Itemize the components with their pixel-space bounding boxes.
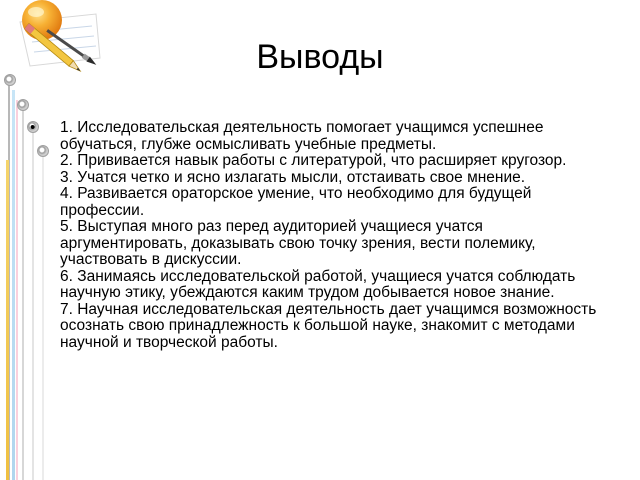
slide-title: Выводы: [256, 38, 384, 76]
slide-body: [30, 120, 600, 351]
conclusion-item: 2. Прививается навык работы с литературой, что расширяет кругозор.: [60, 152, 567, 169]
conclusion-item: 4. Развивается ораторское умение, что необходимо для будущей профессии.: [60, 185, 532, 219]
decor-line: [12, 90, 15, 480]
conclusion-item: 5. Выступая много раз перед аудиторией учащиеся учатся аргументировать, доказывать свою точку зрения, вести полемику, участвовать в дискуссии.: [60, 218, 536, 268]
bullet-marker: •: [30, 119, 36, 136]
conclusion-item: 7. Научная исследовательская деятельность дает учащимся возможность осознать свою принадлежность к большой науке, знакомит с методами научной и творческой работы.: [60, 300, 597, 351]
bullet-list-item: [30, 120, 600, 351]
decor-line: [16, 100, 18, 480]
decor-line: [22, 104, 24, 480]
decor-dot: [17, 99, 29, 111]
decor-line: [6, 160, 9, 480]
conclusion-item: 1. Исследовательская деятельность помогает учащимся успешнее обучаться, глубже осмысливать учебные предметы.: [60, 119, 544, 153]
conclusion-item: 3. Учатся четко и ясно излагать мысли, отстаивать свое мнение.: [60, 168, 526, 186]
conclusion-item: 6. Занимаясь исследовательской работой, учащиеся учатся соблюдать научную этику, убеждаются каким трудом добывается новое знание.: [60, 267, 576, 301]
conclusions-text: [60, 120, 600, 351]
